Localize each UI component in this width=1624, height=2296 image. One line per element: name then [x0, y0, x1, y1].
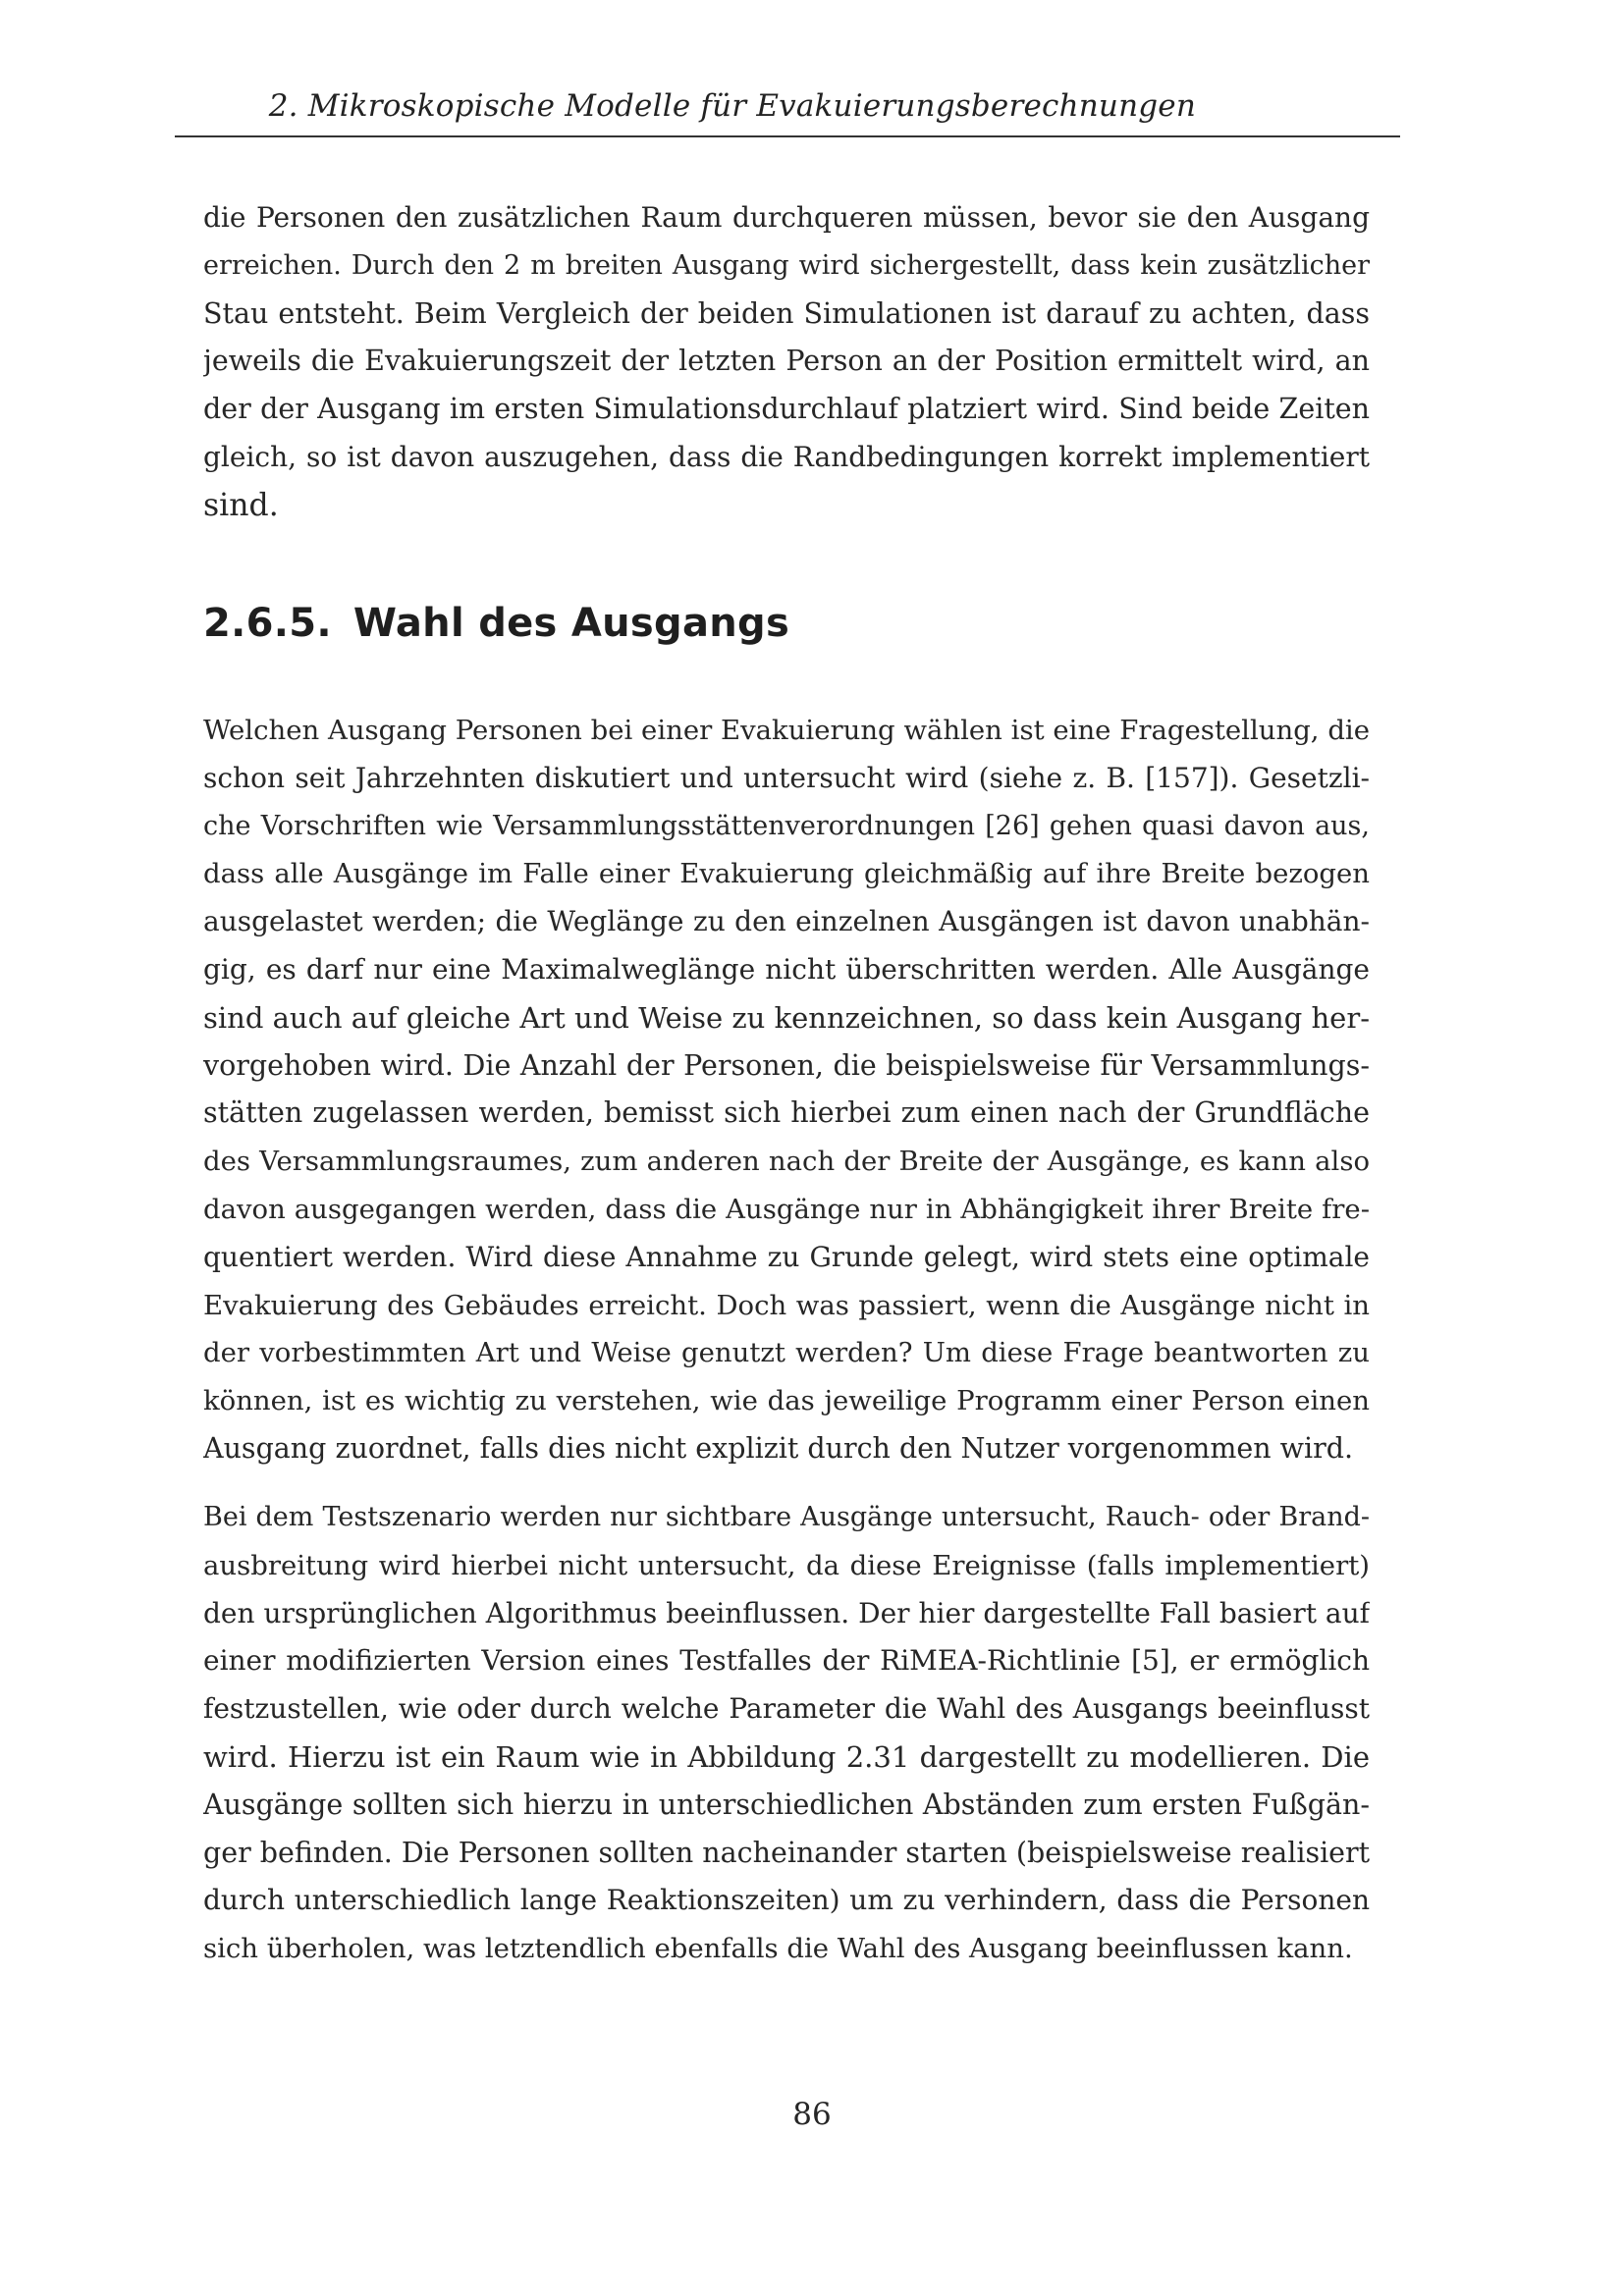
text-line: der vorbestimmten Art und Weise genutzt werden? Um diese Frage beantworten zu [203, 1337, 1370, 1369]
text-line: ausgelastet werden; die Weglänge zu den einzelnen Ausgängen ist davon unabhän- [203, 905, 1370, 938]
running-header [175, 84, 1400, 137]
text-line: che Vorschriften wie Versammlungsstättenverordnungen [26] gehen quasi davon aus, [203, 810, 1370, 841]
text-line: Welchen Ausgang Personen bei einer Evakuierung wählen ist eine Fragestellung, die [203, 715, 1370, 746]
text-line: schon seit Jahrzehnten diskutiert und untersucht wird (siehe z. B. [157]). Gesetzli- [203, 761, 1370, 794]
text-line: stätten zugelassen werden, bemisst sich hierbei zum einen nach der Grundfläche [203, 1096, 1370, 1130]
text-line: Evakuierung des Gebäudes erreicht. Doch was passiert, wenn die Ausgänge nicht in [203, 1289, 1370, 1321]
text-line: erreichen. Durch den 2 m breiten Ausgang wird sichergestellt, dass kein zusätzlicher [203, 249, 1370, 281]
text-line: gig, es darf nur eine Maximalweglänge nicht überschritten werden. Alle Ausgänge [203, 952, 1370, 986]
paragraph-1 [203, 194, 1370, 530]
text-line: festzustellen, wie oder durch welche Parameter die Wahl des Ausgangs beeinflusst [203, 1692, 1370, 1726]
text-line: können, ist es wichtig zu verstehen, wie das jeweilige Programm einer Person einen [203, 1385, 1370, 1417]
paragraph-3 [203, 1494, 1370, 1973]
text-line: dass alle Ausgänge im Falle einer Evakuierung gleichmäßig auf ihre Breite bezogen [203, 858, 1370, 890]
text-line: Stau entsteht. Beim Vergleich der beiden Simulationen ist darauf zu achten, dass [203, 296, 1370, 330]
text-line: wird. Hierzu ist ein Raum wie in Abbildung 2.31 dargestellt zu modellieren. Die [203, 1739, 1370, 1774]
text-line: quentiert werden. Wird diese Annahme zu Grunde gelegt, wird stets eine optimale [203, 1240, 1370, 1273]
text-line: den ursprünglichen Algorithmus beeinflussen. Der hier dargestellte Fall basiert auf [203, 1596, 1370, 1629]
text-line: sind auch auf gleiche Art und Weise zu kennzeichnen, so dass kein Ausgang her- [203, 1000, 1370, 1035]
text-line: Ausgänge sollten sich hierzu in unterschiedlichen Abständen zum ersten Fußgän- [203, 1788, 1370, 1821]
text-line: jeweils die Evakuierungszeit der letzten Person an der Position ermittelt wird, an [203, 345, 1370, 378]
text-line: sind. [203, 487, 279, 523]
running-header-title: 2. Mikroskopische Modelle für Evakuierungsberechnungen [268, 88, 1196, 124]
text-line: ausbreitung wird hierbei nicht untersucht, da diese Ereignisse (falls implementiert) [203, 1549, 1370, 1581]
text-line: die Personen den zusätzlichen Raum durchqueren müssen, bevor sie den Ausgang [203, 201, 1370, 234]
text-line: gleich, so ist davon auszugehen, dass die Randbedingungen korrekt implementiert [203, 440, 1370, 473]
text-line: Bei dem Testszenario werden nur sichtbare Ausgänge untersucht, Rauch- oder Brand- [203, 1502, 1370, 1532]
section-heading [203, 601, 789, 646]
text-line: einer modifizierten Version eines Testfalles der RiMEA-Richtlinie [5], er ermöglich [203, 1644, 1370, 1678]
paragraph-2 [203, 707, 1370, 1473]
text-line: vorgehoben wird. Die Anzahl der Personen, die beispielsweise für Versammlungs- [203, 1048, 1370, 1082]
text-line: des Versammlungsraumes, zum anderen nach der Breite der Ausgänge, es kann also [203, 1146, 1370, 1178]
page-number: 86 [792, 2097, 832, 2132]
section-title: Wahl des Ausgangs [352, 601, 790, 646]
text-line: durch unterschiedlich lange Reaktionszeiten) um zu verhindern, dass die Personen [203, 1884, 1370, 1917]
text-line: davon ausgegangen werden, dass die Ausgänge nur in Abhängigkeit ihrer Breite fre- [203, 1193, 1370, 1225]
text-line: sich überholen, was letztendlich ebenfalls die Wahl des Ausgang beeinflussen kann. [203, 1933, 1353, 1965]
text-line: Ausgang zuordnet, falls dies nicht explizit durch den Nutzer vorgenommen wird. [203, 1431, 1354, 1465]
section-number: 2.6.5. [203, 601, 332, 646]
text-line: ger befinden. Die Personen sollten nacheinander starten (beispielsweise realisiert [203, 1836, 1370, 1869]
text-line: der der Ausgang im ersten Simulationsdurchlauf platziert wird. Sind beide Zeiten [203, 393, 1370, 426]
